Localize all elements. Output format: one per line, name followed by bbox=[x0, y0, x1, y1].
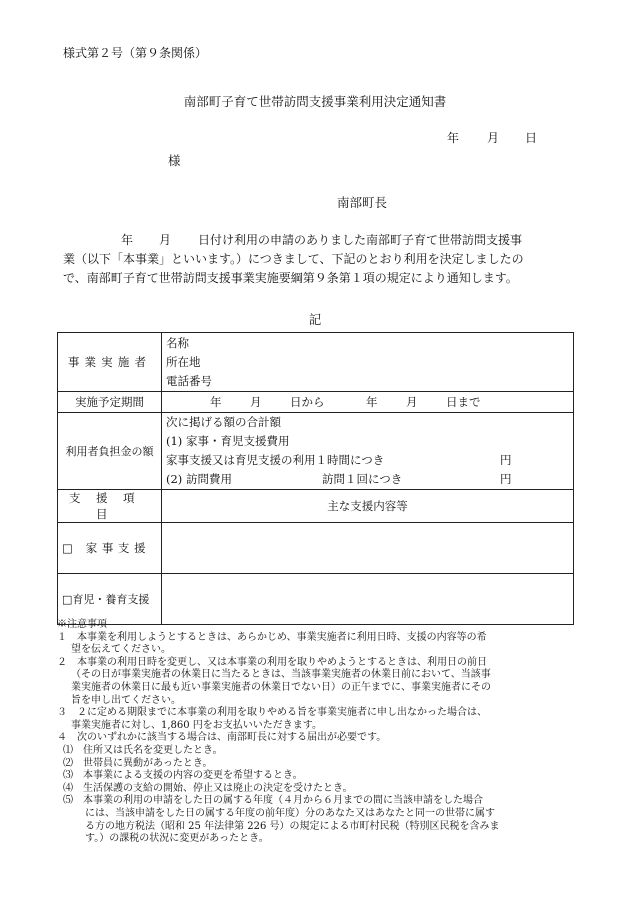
fee-hourly-yen: 円 bbox=[500, 453, 512, 467]
housework-row bbox=[58, 523, 574, 574]
period-row bbox=[58, 392, 574, 413]
recipient-suffix: 様 bbox=[168, 153, 181, 168]
implementer-row bbox=[58, 333, 574, 392]
fee-line-4 bbox=[166, 470, 569, 489]
fee-details bbox=[162, 413, 574, 490]
period-to-day: 日まで bbox=[446, 395, 481, 409]
period-from-month: 月 bbox=[250, 395, 262, 409]
body-line-1 bbox=[63, 231, 583, 250]
body-year: 年 bbox=[121, 233, 134, 247]
implementer-fields bbox=[162, 333, 574, 392]
note-item-3-cont: 事業実施者に対し、1,860 円をお支払いいただきます。 bbox=[71, 719, 323, 731]
body-month: 月 bbox=[159, 233, 172, 247]
note-item-2-cont-2: 業実施者の休業日に最も近い事業実施者の休業日でない日）の正午までに、事業実施者にその bbox=[71, 681, 491, 693]
note-sub-4: ⑷ 生活保護の支給の開始、停止又は廃止の決定を受けたとき。 bbox=[63, 782, 353, 794]
childcare-checkbox[interactable]: □育児・養育支援 bbox=[58, 574, 162, 625]
note-item-2-cont-3: 旨を申し出てください。 bbox=[71, 694, 181, 706]
implementer-name-field: 名称 bbox=[166, 335, 189, 350]
fee-line-1: 次に掲げる額の合計額 bbox=[166, 415, 281, 429]
date-month: 月 bbox=[487, 131, 500, 145]
issuer-name: 南部町長 bbox=[337, 195, 388, 210]
implementer-phone-field: 電話番号 bbox=[166, 373, 212, 388]
document-title: 南部町子育て世帯訪問支援事業利用決定通知書 bbox=[183, 94, 447, 109]
body-line-3: で、南部町子育て世帯訪問支援事業実施要綱第９条第１項の規定により通知します。 bbox=[63, 271, 518, 285]
fee-hourly-text: 家事支援又は育児支援の利用１時間につき bbox=[166, 453, 385, 467]
implementer-label: 事業実施者 bbox=[58, 333, 162, 392]
fee-visit-yen: 円 bbox=[500, 472, 512, 486]
note-sub-5-cont-1: には、当該申請をした日の属する年度の前年度）分のあなた又はあなたと同一の世帯に属す bbox=[85, 807, 495, 819]
childcare-content bbox=[162, 574, 574, 625]
note-item-1-cont: 望を伝えてください。 bbox=[71, 644, 171, 656]
childcare-row bbox=[58, 574, 574, 625]
fee-label: 利用者負担金の額 bbox=[58, 413, 162, 490]
note-sub-5: ⑸ 本事業の利用の申請をした日の属する年度（４月から６月までの間に当該申請をした場合 bbox=[63, 795, 483, 807]
housework-checkbox[interactable]: □ 家事支援 bbox=[58, 523, 162, 574]
support-header-row bbox=[58, 490, 574, 523]
period-to-month: 月 bbox=[406, 395, 418, 409]
notes-section bbox=[57, 619, 587, 846]
note-item-4: ４ 次のいずれかに該当する場合は、南部町長に対する届出が必要です。 bbox=[57, 732, 387, 744]
note-item-2-cont-1: （その日が事業実施者の休業日に当たるときは、当該事業実施者の休業日前において、当該事 bbox=[71, 669, 491, 681]
date-day: 日 bbox=[525, 131, 538, 145]
fee-row bbox=[58, 413, 574, 490]
note-item-1: １ 本事業を利用しようとするときは、あらかじめ、事業実施者に利用日時、支援の内容等の希 bbox=[57, 631, 487, 643]
note-sub-5-cont-2: る方の地方税法（昭和 25 年法律第 226 号）の規定による市町村民税（特別区民税を含みま bbox=[85, 820, 500, 832]
form-number: 様式第２号（第９条関係） bbox=[63, 46, 208, 60]
support-content-header: 主な支援内容等 bbox=[162, 490, 574, 523]
support-label: 支援項目 bbox=[58, 490, 162, 523]
date-year: 年 bbox=[447, 131, 460, 145]
housework-content bbox=[162, 523, 574, 574]
body-paragraph bbox=[63, 231, 583, 288]
notes-heading: ※注意事項 bbox=[57, 619, 107, 630]
ki-marker: 記 bbox=[308, 312, 322, 327]
date-line bbox=[447, 129, 537, 146]
fee-line-2: (1) 家事・育児支援費用 bbox=[166, 434, 290, 448]
fee-visit-text: (2) 訪問費用 bbox=[166, 472, 232, 486]
body-line-1-rest: 日付け利用の申請のありました南部町子育て世帯訪問支援事 bbox=[198, 233, 523, 247]
period-value bbox=[162, 392, 574, 413]
note-sub-2: ⑵ 世帯員に異動があったとき。 bbox=[63, 757, 213, 769]
period-label: 実施予定期間 bbox=[58, 392, 162, 413]
note-item-2: ２ 本事業の利用日時を変更し、又は本事業の利用を取りやめようとするときは、利用日の前日 bbox=[57, 656, 487, 668]
period-to-year: 年 bbox=[366, 395, 378, 409]
period-from-year: 年 bbox=[210, 395, 222, 409]
body-line-2: 業（以下「本事業」といいます。）につきまして、下記のとおり利用を決定しましたの bbox=[63, 252, 524, 266]
note-sub-5-cont-3: す。）の課税の状況に変更があったとき。 bbox=[85, 833, 269, 845]
period-from-day: 日から bbox=[290, 395, 325, 409]
fee-visit-mid: 訪問１回につき bbox=[322, 472, 403, 486]
fee-line-3 bbox=[166, 451, 569, 470]
note-item-3: ３ ２に定める期限までに本事業の利用を取りやめる旨を事業実施者に申し出なかった場合は、 bbox=[57, 707, 487, 719]
decision-table bbox=[57, 332, 574, 625]
note-sub-1: ⑴ 住所又は氏名を変更したとき。 bbox=[63, 744, 223, 756]
note-sub-3: ⑶ 本事業による支援の内容の変更を希望するとき。 bbox=[63, 770, 303, 782]
implementer-address-field: 所在地 bbox=[166, 354, 201, 369]
